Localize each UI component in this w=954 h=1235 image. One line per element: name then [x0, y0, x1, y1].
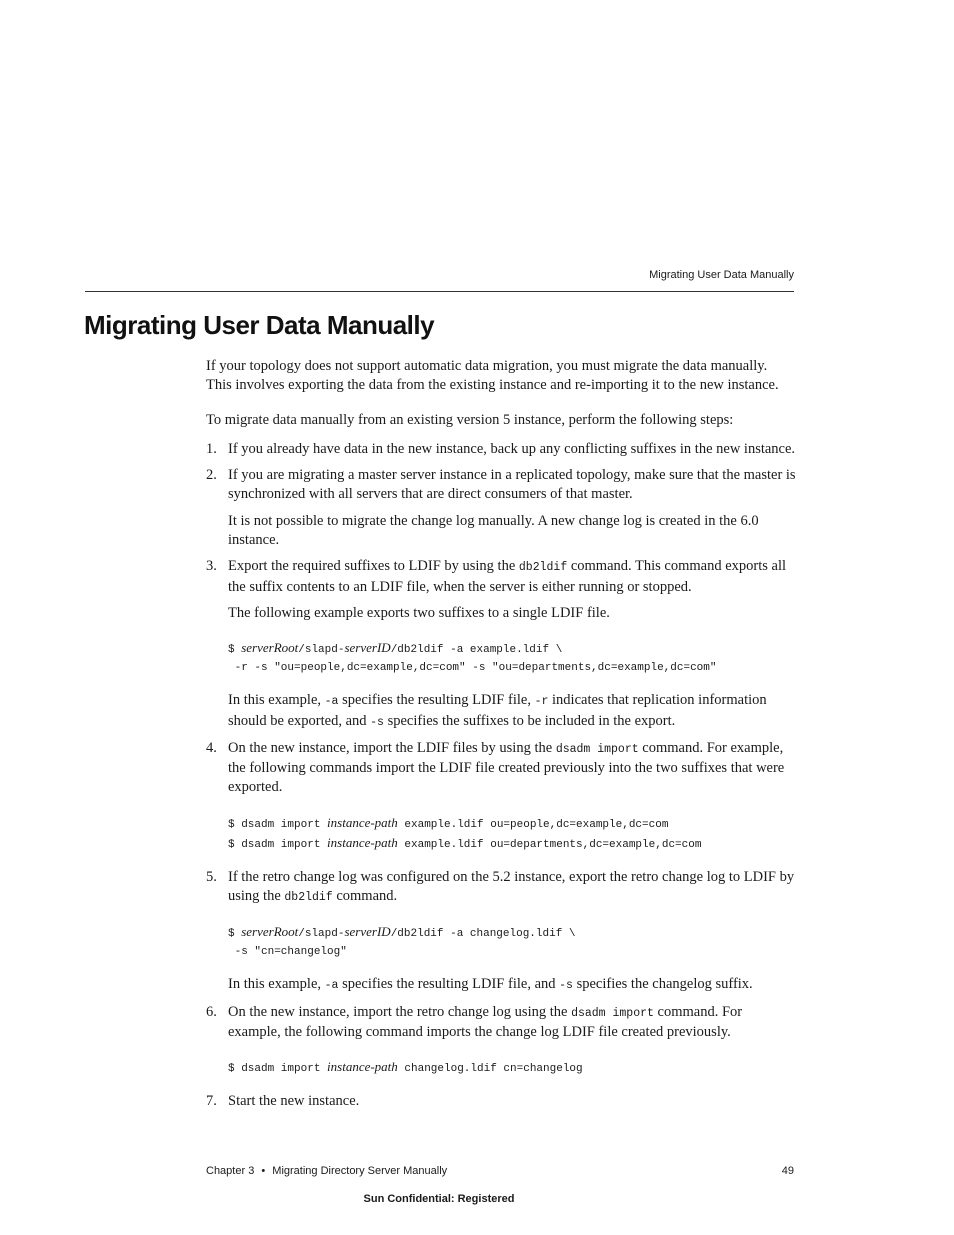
step-number: 6. [206, 1003, 217, 1020]
step-explanation: In this example, -a specifies the resulting LDIF file, -r indicates that replication information should be exported, and -s specifies the suffixes to be included in the export. [228, 692, 767, 729]
step-number: 7. [206, 1093, 217, 1110]
step-3 [206, 557, 796, 731]
step-4 [206, 739, 796, 854]
step-2 [206, 466, 796, 550]
inline-code: dsadm import [571, 1006, 654, 1020]
step-7 [206, 1092, 796, 1111]
step-explanation: In this example, -a specifies the resulting LDIF file, and -s specifies the changelog suffix. [228, 976, 753, 993]
step-number: 2. [206, 467, 217, 484]
step-text: If you are migrating a master server instance in a replicated topology, make sure that the master is synchronized with all servers that are direct consumers of that master. [228, 467, 796, 503]
step-text: If you already have data in the new instance, back up any conflicting suffixes in the new instance. [228, 440, 796, 457]
code-block-import: $ dsadm import instance-path example.ldif ou=people,dc=example,dc=com $ dsadm import instance-path example.ldif ou=departments,dc=example,dc=com [228, 814, 702, 851]
step-text: If the retro change log was configured on the 5.2 instance, export the retro change log to LDIF by using the db2ldif command. [228, 868, 795, 905]
footer-chapter-title: Migrating Directory Server Manually [272, 1165, 448, 1177]
step-6 [206, 1003, 796, 1079]
step-note: The following example exports two suffixes to a single LDIF file. [228, 604, 610, 621]
step-note: It is not possible to migrate the change log manually. A new change log is created in the 6.0 instance. [228, 512, 759, 549]
body-text [206, 357, 796, 1119]
footer-chapter: Chapter 3 [206, 1165, 255, 1177]
step-text: Export the required suffixes to LDIF by using the db2ldif command. This command exports all the suffix contents to an LDIF file, when the server is either running or stopped. [228, 558, 787, 595]
code-block-changelog-import: $ dsadm import instance-path changelog.ldif cn=changelog [228, 1059, 583, 1076]
step-1 [206, 440, 796, 459]
footer-bullet: • [261, 1165, 266, 1177]
confidential-notice: Sun Confidential: Registered [363, 1193, 515, 1205]
intro-paragraph: If your topology does not support automatic data migration, you must migrate the data manually. This involves exporting the data from the existing instance and re-importing it to the new instance. [206, 358, 779, 394]
running-head: Migrating User Data Manually [649, 269, 794, 281]
steps-lead-paragraph: To migrate data manually from an existing version 5 instance, perform the following steps: [206, 411, 734, 428]
step-text: On the new instance, import the retro change log using the dsadm import command. For example, the following command imports the change log LDIF file created previously. [228, 1003, 743, 1040]
step-number: 5. [206, 868, 217, 885]
steps-list [206, 440, 796, 1112]
page-footer [206, 1165, 794, 1177]
step-number: 4. [206, 739, 217, 756]
step-number: 1. [206, 440, 217, 457]
inline-code: dsadm import [555, 742, 639, 756]
inline-code: db2ldif [284, 891, 333, 905]
step-number: 3. [206, 558, 217, 575]
step-5 [206, 868, 796, 996]
code-block-export: $ serverRoot/slapd-serverID/db2ldif -a example.ldif \ -r -s "ou=people,dc=example,dc=com" -s "ou=departments,dc=example,dc=com" [228, 640, 717, 675]
page-number: 49 [781, 1165, 794, 1177]
code-block-changelog-export: $ serverRoot/slapd-serverID/db2ldif -a changelog.ldif \ -s "cn=changelog" [228, 924, 576, 959]
page-title: Migrating User Data Manually [84, 310, 435, 340]
header-rule [85, 291, 794, 292]
inline-code: db2ldif [518, 561, 568, 575]
step-text: Start the new instance. [228, 1093, 360, 1110]
step-text: On the new instance, import the LDIF files by using the dsadm import command. For example, the following commands import the LDIF file created previously into the two suffixes that were exported. [228, 739, 785, 796]
